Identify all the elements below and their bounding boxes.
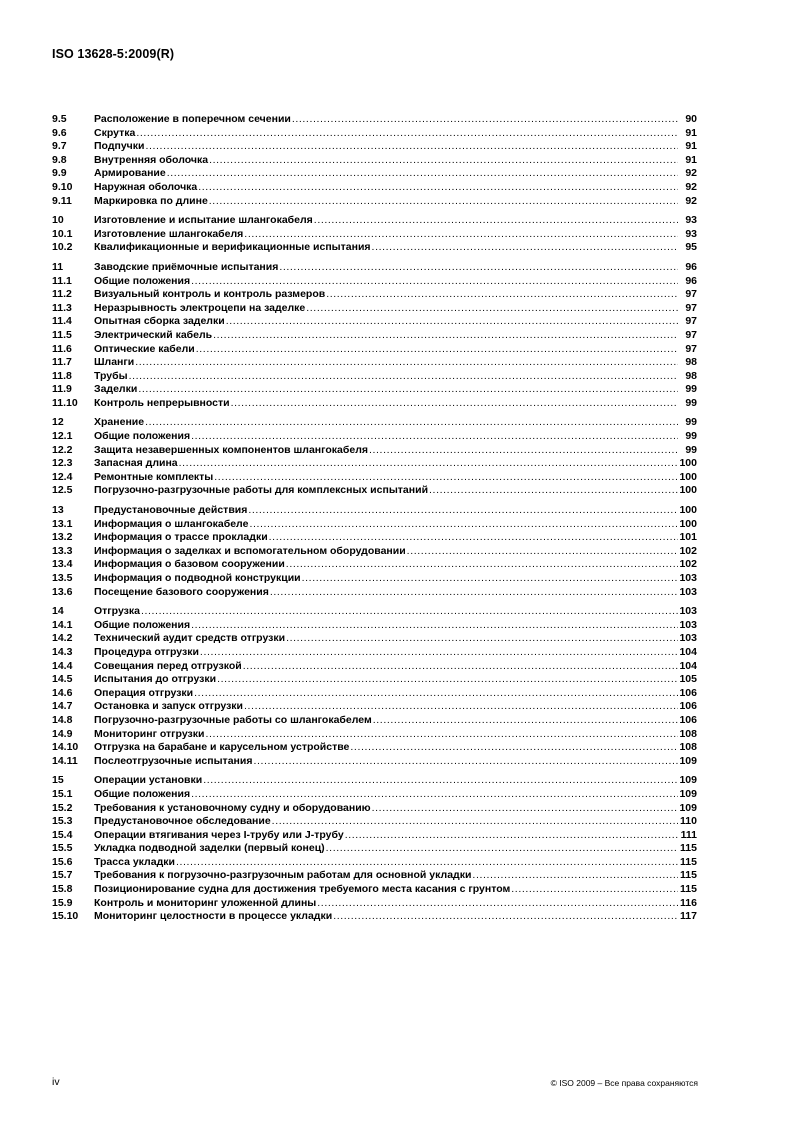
- toc-entry-number: 15.7: [52, 869, 73, 882]
- toc-entry-number: 14: [52, 605, 64, 618]
- toc-entry-number: 10.1: [52, 227, 73, 240]
- toc-entry-number: 11.9: [52, 383, 72, 396]
- toc-section: [52, 214, 697, 255]
- toc-dot-leader: [326, 842, 678, 856]
- toc-entry[interactable]: [52, 869, 697, 883]
- toc-entry[interactable]: [52, 802, 697, 816]
- toc-entry-page: 105: [679, 673, 697, 686]
- toc-entry[interactable]: [52, 241, 697, 255]
- toc-entry-title: Общие положения: [94, 618, 191, 631]
- toc-entry-page: 109: [679, 774, 697, 787]
- page-number: iv: [52, 1076, 60, 1088]
- toc-section: [52, 605, 697, 768]
- toc-entry[interactable]: [52, 288, 697, 302]
- toc-dot-leader: [270, 586, 678, 600]
- toc-entry-page: 90: [685, 113, 697, 125]
- toc-dot-leader: [317, 897, 678, 911]
- toc-entry-number: 14.10: [52, 741, 79, 754]
- toc-entry-title: Контроль непрерывности: [94, 396, 230, 409]
- toc-entry[interactable]: [52, 518, 697, 532]
- toc-entry[interactable]: [52, 397, 697, 411]
- toc-entry-number: 13.6: [52, 585, 73, 598]
- toc-dot-leader: [136, 127, 678, 141]
- toc-entry-page: 115: [680, 855, 697, 868]
- toc-section: [52, 113, 697, 208]
- toc-entry[interactable]: [52, 829, 697, 843]
- toc-entry[interactable]: [52, 195, 697, 209]
- toc-entry-title: Скрутка: [94, 126, 136, 139]
- toc-entry-title: Процедура отгрузки: [94, 645, 199, 658]
- toc-entry[interactable]: [52, 430, 697, 444]
- toc-entry[interactable]: [52, 416, 697, 430]
- toc-entry-page: 102: [679, 558, 697, 571]
- toc-entry[interactable]: [52, 714, 697, 728]
- toc-entry[interactable]: [52, 302, 697, 316]
- toc-entry[interactable]: [52, 660, 697, 674]
- toc-entry-page: 116: [680, 896, 697, 909]
- toc-dot-leader: [272, 815, 678, 829]
- toc-entry[interactable]: [52, 315, 697, 329]
- toc-entry[interactable]: [52, 214, 697, 228]
- toc-entry-number: 10: [52, 214, 64, 227]
- toc-entry-number: 13.5: [52, 572, 73, 584]
- toc-entry[interactable]: [52, 140, 697, 154]
- toc-entry[interactable]: [52, 687, 697, 701]
- toc-dot-leader: [326, 288, 678, 302]
- toc-entry-title: Заделки: [94, 383, 138, 396]
- toc-entry-title: Предустановочные действия: [94, 504, 248, 517]
- toc-dot-leader: [191, 788, 678, 802]
- toc-entry-title: Технический аудит средств отгрузки: [94, 632, 286, 645]
- toc-entry-title: Подпучки: [94, 140, 145, 153]
- toc-entry-title: Информация о заделках и вспомогательном оборудовании: [94, 544, 406, 557]
- toc-entry[interactable]: [52, 383, 697, 397]
- toc-dot-leader: [429, 484, 678, 498]
- toc-entry-title: Информация о подводной конструкции: [94, 572, 301, 584]
- toc-dot-leader: [191, 619, 678, 633]
- toc-entry[interactable]: [52, 815, 697, 829]
- toc-entry-page: 108: [679, 727, 697, 740]
- toc-entry-number: 9.5: [52, 113, 67, 125]
- toc-dot-leader: [198, 181, 678, 195]
- toc-entry[interactable]: [52, 632, 697, 646]
- toc-entry-title: Общие положения: [94, 787, 191, 800]
- toc-entry-title: Наружная оболочка: [94, 180, 198, 193]
- toc-entry-title: Послеотгрузочные испытания: [94, 754, 253, 767]
- toc-entry-number: 14.5: [52, 673, 73, 686]
- toc-dot-leader: [314, 214, 678, 228]
- toc-dot-leader: [194, 687, 678, 701]
- toc-entry-number: 12.2: [52, 443, 73, 456]
- toc-entry-number: 9.9: [52, 167, 67, 180]
- toc-dot-leader: [269, 531, 678, 545]
- toc-dot-leader: [141, 605, 678, 619]
- toc-entry[interactable]: [52, 127, 697, 141]
- toc-dot-leader: [209, 154, 678, 168]
- toc-entry-title: Изготовление шлангокабеля: [94, 227, 244, 240]
- toc-entry-page: 102: [679, 544, 697, 557]
- toc-entry-number: 11.8: [52, 369, 72, 382]
- toc-entry-number: 11.7: [52, 356, 72, 369]
- toc-entry-title: Мониторинг целостности в процессе укладки: [94, 910, 333, 923]
- toc-entry-number: 15.10: [52, 910, 79, 923]
- toc-entry-page: 99: [685, 383, 697, 396]
- toc-dot-leader: [129, 370, 678, 384]
- toc-entry-number: 12.1: [52, 430, 73, 443]
- toc-entry[interactable]: [52, 444, 697, 458]
- toc-dot-leader: [226, 315, 678, 329]
- toc-entry-page: 117: [680, 910, 697, 923]
- toc-entry-title: Мониторинг отгрузки: [94, 727, 205, 740]
- toc-entry-title: Внутренняя оболочка: [94, 153, 209, 166]
- toc-entry-title: Информация о базовом сооружении: [94, 558, 285, 571]
- toc-dot-leader: [176, 856, 678, 870]
- toc-dot-leader: [472, 869, 678, 883]
- toc-entry-number: 10.2: [52, 241, 73, 254]
- toc-dot-leader: [191, 430, 678, 444]
- toc-entry-page: 99: [685, 430, 697, 443]
- toc-entry-title: Погрузочно-разгрузочные работы со шлангокабелем: [94, 713, 372, 726]
- toc-entry-title: Трубы: [94, 369, 128, 382]
- toc-entry[interactable]: [52, 275, 697, 289]
- toc-entry-page: 109: [679, 801, 697, 814]
- toc-entry[interactable]: [52, 261, 697, 275]
- toc-dot-leader: [203, 774, 678, 788]
- toc-entry-number: 11.5: [52, 328, 72, 341]
- toc-entry-number: 14.2: [52, 632, 73, 645]
- toc-dot-leader: [286, 632, 678, 646]
- toc-entry-number: 14.7: [52, 700, 73, 713]
- toc-entry-number: 13.1: [52, 517, 73, 530]
- toc-entry-title: Заводские приёмочные испытания: [94, 260, 279, 273]
- toc-entry-number: 11.1: [52, 274, 72, 287]
- toc-entry[interactable]: [52, 728, 697, 742]
- toc-entry-page: 103: [679, 632, 697, 645]
- toc-entry-number: 15.2: [52, 801, 73, 814]
- toc-entry[interactable]: [52, 545, 697, 559]
- toc-entry-title: Остановка и запуск отгрузки: [94, 700, 244, 713]
- toc-entry-title: Операции установки: [94, 774, 203, 787]
- toc-entry-title: Требования к установочному судну и оборудованию: [94, 801, 371, 814]
- toc-entry-number: 11.3: [52, 301, 72, 314]
- toc-entry-title: Предустановочное обследование: [94, 815, 271, 828]
- toc-entry-number: 9.10: [52, 180, 73, 193]
- toc-entry-number: 14.8: [52, 713, 73, 726]
- toc-entry[interactable]: [52, 370, 697, 384]
- toc-entry-title: Информация о трассе прокладки: [94, 531, 268, 544]
- table-of-contents: [52, 113, 697, 930]
- toc-entry-page: 93: [685, 214, 697, 227]
- document-header: ISO 13628-5:2009(R): [52, 47, 175, 61]
- toc-entry-number: 12.4: [52, 470, 73, 483]
- toc-entry-page: 100: [679, 517, 697, 530]
- toc-entry-page: 98: [685, 356, 697, 369]
- toc-entry-number: 14.11: [52, 754, 78, 767]
- toc-entry[interactable]: [52, 167, 697, 181]
- toc-entry[interactable]: [52, 228, 697, 242]
- toc-entry-number: 15.6: [52, 855, 73, 868]
- toc-entry-page: 97: [685, 315, 697, 328]
- toc-entry-page: 92: [685, 167, 697, 180]
- toc-entry-title: Укладка подводной заделки (первый конец): [94, 842, 325, 855]
- toc-entry-number: 12.3: [52, 457, 73, 470]
- toc-entry[interactable]: [52, 910, 697, 924]
- toc-entry-page: 93: [685, 227, 697, 240]
- toc-dot-leader: [200, 646, 678, 660]
- toc-entry-page: 103: [679, 605, 697, 618]
- toc-entry-number: 11.6: [52, 342, 72, 355]
- toc-dot-leader: [214, 471, 678, 485]
- toc-entry-number: 9.11: [52, 194, 72, 207]
- toc-entry-number: 15.3: [52, 815, 73, 828]
- toc-dot-leader: [191, 275, 678, 289]
- toc-entry-page: 115: [680, 842, 697, 855]
- toc-entry[interactable]: [52, 741, 697, 755]
- toc-entry-page: 92: [685, 194, 697, 207]
- toc-entry-title: Хранение: [94, 416, 145, 429]
- toc-entry[interactable]: [52, 504, 697, 518]
- toc-entry-number: 11.10: [52, 396, 78, 409]
- toc-entry-number: 12: [52, 416, 64, 429]
- toc-entry-title: Контроль и мониторинг уложенной длины: [94, 896, 317, 909]
- toc-entry-page: 110: [680, 815, 697, 828]
- toc-entry[interactable]: [52, 329, 697, 343]
- toc-entry[interactable]: [52, 356, 697, 370]
- toc-entry-title: Общие положения: [94, 430, 191, 443]
- toc-entry-title: Изготовление и испытание шлангокабеля: [94, 214, 313, 227]
- toc-entry-page: 99: [685, 396, 697, 409]
- toc-entry[interactable]: [52, 605, 697, 619]
- toc-entry-page: 103: [679, 585, 697, 598]
- toc-entry[interactable]: [52, 343, 697, 357]
- toc-entry[interactable]: [52, 181, 697, 195]
- toc-entry-page: 96: [685, 274, 697, 287]
- toc-dot-leader: [292, 113, 678, 127]
- toc-entry-page: 100: [679, 484, 697, 497]
- toc-entry[interactable]: [52, 897, 697, 911]
- toc-dot-leader: [145, 416, 678, 430]
- toc-entry[interactable]: [52, 755, 697, 769]
- toc-entry-title: Квалификационные и верификационные испытания: [94, 241, 371, 254]
- toc-entry-title: Расположение в поперечном сечении: [94, 113, 291, 125]
- toc-entry-page: 91: [685, 153, 697, 166]
- toc-entry-page: 97: [685, 342, 697, 355]
- toc-entry-title: Запасная длина: [94, 457, 178, 470]
- toc-entry-number: 14.6: [52, 686, 73, 699]
- toc-entry-title: Операция отгрузки: [94, 686, 194, 699]
- toc-entry-number: 15.9: [52, 896, 73, 909]
- toc-dot-leader: [372, 802, 678, 816]
- toc-entry-page: 92: [685, 180, 697, 193]
- toc-entry-number: 11.2: [52, 288, 72, 301]
- toc-dot-leader: [205, 728, 678, 742]
- toc-entry-number: 13: [52, 504, 64, 517]
- toc-entry-number: 9.6: [52, 126, 67, 139]
- toc-entry-title: Информация о шлангокабеле: [94, 517, 249, 530]
- toc-entry-title: Электрический кабель: [94, 328, 213, 341]
- toc-entry-number: 15.1: [52, 787, 73, 800]
- toc-entry-title: Шланги: [94, 356, 135, 369]
- toc-entry-number: 11: [52, 260, 64, 273]
- toc-entry-title: Позиционирование судна для достижения требуемого места касания с грунтом: [94, 883, 511, 896]
- toc-dot-leader: [333, 910, 678, 924]
- toc-entry-page: 96: [685, 260, 697, 273]
- toc-dot-leader: [244, 700, 678, 714]
- toc-entry-page: 111: [680, 828, 697, 841]
- toc-entry-number: 14.4: [52, 659, 73, 672]
- toc-entry-page: 99: [685, 416, 697, 429]
- toc-section: [52, 261, 697, 411]
- toc-entry-title: Оптические кабели: [94, 342, 195, 355]
- toc-entry-page: 101: [679, 531, 697, 544]
- toc-entry-title: Погрузочно-разгрузочные работы для комплексных испытаний: [94, 484, 429, 497]
- toc-entry-number: 15: [52, 774, 64, 787]
- toc-entry[interactable]: [52, 154, 697, 168]
- toc-dot-leader: [138, 383, 678, 397]
- toc-section: [52, 416, 697, 498]
- toc-dot-leader: [196, 343, 678, 357]
- toc-entry[interactable]: [52, 558, 697, 572]
- toc-entry-number: 14.3: [52, 645, 73, 658]
- toc-entry-page: 99: [685, 443, 697, 456]
- toc-dot-leader: [231, 397, 678, 411]
- toc-dot-leader: [302, 572, 678, 586]
- toc-section: [52, 504, 697, 599]
- toc-entry-page: 100: [679, 504, 697, 517]
- toc-entry-number: 11.4: [52, 315, 72, 328]
- toc-entry-number: 13.3: [52, 544, 73, 557]
- toc-entry-number: 15.4: [52, 828, 73, 841]
- toc-entry-page: 97: [685, 288, 697, 301]
- toc-dot-leader: [249, 518, 678, 532]
- toc-entry-title: Посещение базового сооружения: [94, 585, 269, 598]
- toc-dot-leader: [217, 673, 678, 687]
- toc-entry-number: 13.2: [52, 531, 73, 544]
- toc-entry[interactable]: [52, 788, 697, 802]
- toc-entry-page: 104: [679, 659, 697, 672]
- toc-entry-page: 95: [685, 241, 697, 254]
- toc-dot-leader: [372, 241, 678, 255]
- toc-entry-title: Маркировка по длине: [94, 194, 208, 207]
- toc-entry-number: 14.9: [52, 727, 73, 740]
- toc-entry[interactable]: [52, 842, 697, 856]
- toc-dot-leader: [213, 329, 678, 343]
- toc-entry[interactable]: [52, 856, 697, 870]
- toc-entry-title: Отгрузка: [94, 605, 140, 618]
- toc-entry-title: Неразрывность электроцепи на заделке: [94, 301, 306, 314]
- toc-entry-page: 109: [679, 787, 697, 800]
- toc-entry-title: Отгрузка на барабане и карусельном устройстве: [94, 741, 350, 754]
- toc-entry-page: 100: [679, 470, 697, 483]
- toc-entry-page: 108: [679, 741, 697, 754]
- toc-entry-page: 97: [685, 301, 697, 314]
- toc-dot-leader: [407, 545, 678, 559]
- toc-entry-title: Операции втягивания через I-трубу или J-трубу: [94, 828, 344, 841]
- toc-entry-title: Требования к погрузочно-разгрузочным работам для основной укладки: [94, 869, 472, 882]
- toc-entry-number: 13.4: [52, 558, 73, 571]
- toc-entry-title: Трасса укладки: [94, 855, 175, 868]
- toc-entry-title: Армирование: [94, 167, 166, 180]
- toc-entry-number: 12.5: [52, 484, 73, 497]
- toc-dot-leader: [306, 302, 678, 316]
- toc-entry[interactable]: [52, 619, 697, 633]
- toc-entry-title: Визуальный контроль и контроль размеров: [94, 288, 326, 301]
- toc-entry-page: 115: [680, 869, 697, 882]
- toc-dot-leader: [253, 755, 678, 769]
- toc-entry[interactable]: [52, 471, 697, 485]
- toc-entry-number: 14.1: [52, 618, 73, 631]
- toc-entry[interactable]: [52, 700, 697, 714]
- toc-entry-page: 115: [680, 883, 697, 896]
- toc-dot-leader: [511, 883, 678, 897]
- toc-entry[interactable]: [52, 673, 697, 687]
- copyright-notice: © ISO 2009 – Все права сохраняются: [550, 1078, 698, 1088]
- toc-section: [52, 774, 697, 924]
- toc-dot-leader: [243, 660, 678, 674]
- toc-dot-leader: [350, 741, 678, 755]
- toc-entry[interactable]: [52, 883, 697, 897]
- toc-dot-leader: [167, 167, 678, 181]
- toc-entry-page: 103: [679, 572, 697, 584]
- toc-entry-title: Общие положения: [94, 274, 191, 287]
- toc-dot-leader: [369, 444, 678, 458]
- toc-dot-leader: [248, 504, 678, 518]
- toc-entry[interactable]: [52, 484, 697, 498]
- toc-entry-title: Испытания до отгрузки: [94, 673, 217, 686]
- toc-entry-page: 98: [685, 369, 697, 382]
- toc-entry[interactable]: [52, 572, 697, 586]
- toc-dot-leader: [135, 356, 678, 370]
- toc-entry[interactable]: [52, 646, 697, 660]
- toc-entry[interactable]: [52, 586, 697, 600]
- toc-entry-title: Ремонтные комплекты: [94, 470, 214, 483]
- toc-entry-number: 15.5: [52, 842, 73, 855]
- toc-entry-title: Совещания перед отгрузкой: [94, 659, 242, 672]
- toc-dot-leader: [279, 261, 678, 275]
- toc-entry-page: 103: [679, 618, 697, 631]
- toc-entry-page: 109: [679, 754, 697, 767]
- toc-entry-page: 91: [685, 140, 697, 153]
- toc-entry[interactable]: [52, 113, 697, 127]
- toc-entry[interactable]: [52, 531, 697, 545]
- toc-entry[interactable]: [52, 774, 697, 788]
- toc-entry[interactable]: [52, 457, 697, 471]
- toc-entry-page: 106: [679, 713, 697, 726]
- toc-entry-page: 97: [685, 328, 697, 341]
- toc-dot-leader: [209, 195, 678, 209]
- toc-entry-page: 91: [685, 126, 697, 139]
- toc-entry-title: Защита незавершенных компонентов шлангокабеля: [94, 443, 368, 456]
- toc-dot-leader: [244, 228, 678, 242]
- toc-dot-leader: [145, 140, 678, 154]
- toc-dot-leader: [373, 714, 678, 728]
- toc-entry-page: 104: [679, 645, 697, 658]
- toc-entry-page: 106: [679, 686, 697, 699]
- toc-dot-leader: [345, 829, 678, 843]
- toc-entry-number: 15.8: [52, 883, 73, 896]
- toc-entry-title: Опытная сборка заделки: [94, 315, 225, 328]
- toc-entry-number: 9.7: [52, 140, 67, 153]
- toc-dot-leader: [179, 457, 678, 471]
- toc-entry-number: 9.8: [52, 153, 67, 166]
- toc-entry-page: 100: [679, 457, 697, 470]
- toc-entry-page: 106: [679, 700, 697, 713]
- toc-dot-leader: [286, 558, 678, 572]
